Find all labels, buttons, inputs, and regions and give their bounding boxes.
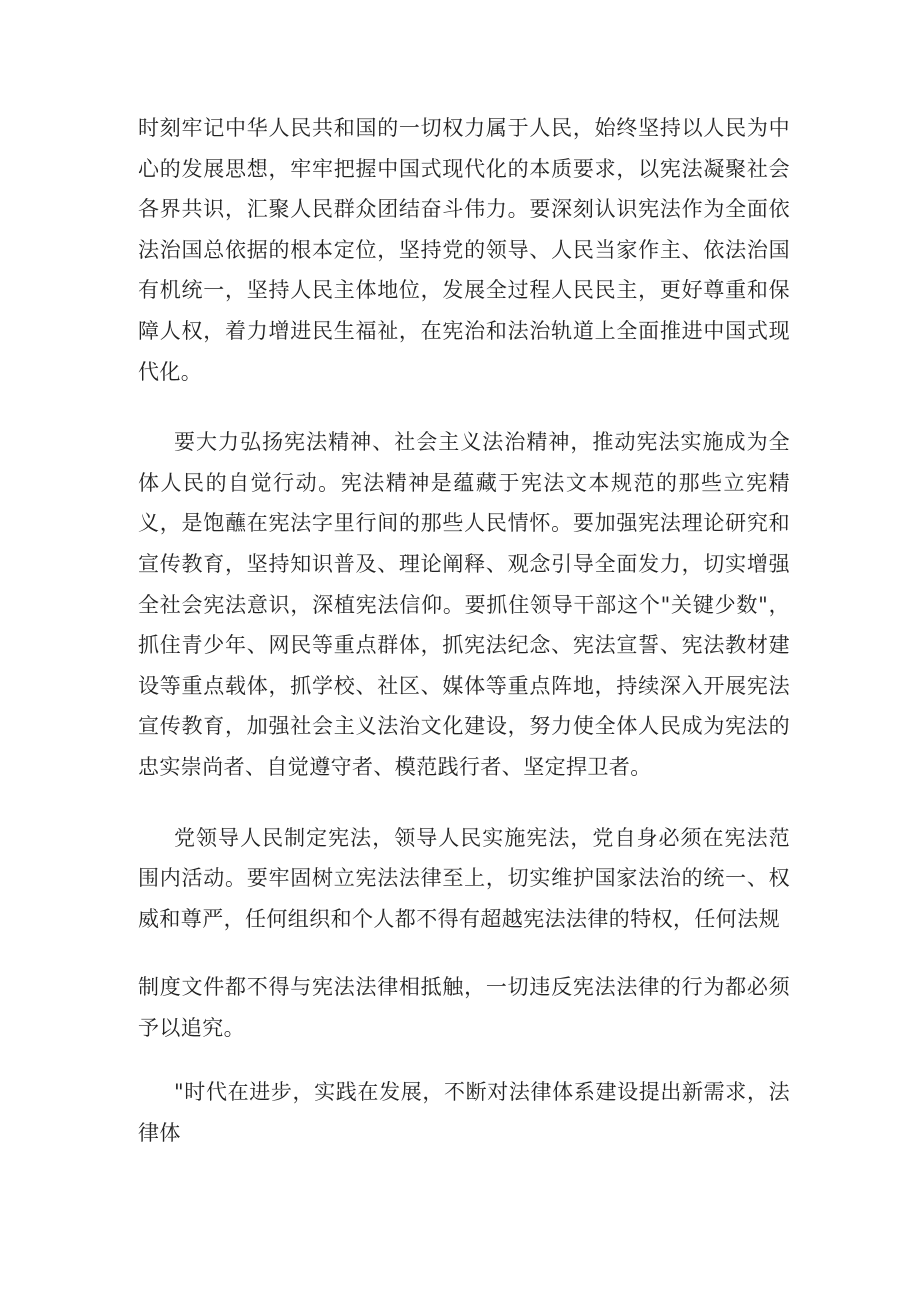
paragraph-3: 党领导人民制定宪法，领导人民实施宪法，党自身必须在宪法范围内活动。要牢固树立宪法法律至上，切实维护国家法治的统一、权威和尊严，任何组织和个人都不得有超越宪法法律的特权，任何法规 [138, 825, 790, 931]
document-page [138, 108, 790, 1154]
paragraph-2: 要大力弘扬宪法精神、社会主义法治精神，推动宪法实施成为全体人民的自觉行动。宪法精神是蕴藏于宪法文本规范的那些立宪精义，是饱蘸在宪法字里行间的那些人民情怀。要加强宪法理论研究和宣传教育，坚持知识普及、理论阐释、观念引导全面发力，切实增强全社会宪法意识，深植宪法信仰。要抓住领导干部这个"关键少数"，抓住青少年、网民等重点群体，抓宪法纪念、宪法宣誓、宪法教材建设等重点载体，抓学校、社区、媒体等重点阵地，持续深入开展宪法宣传教育，加强社会主义法治文化建设，努力使全体人民成为宪法的忠实崇尚者、自觉遵守者、模范践行者、坚定捍卫者。 [138, 430, 790, 779]
paragraph-4: 制度文件都不得与宪法法律相抵触，一切违反宪法法律的行为都必须予以追究。 [138, 975, 790, 1040]
paragraph-1: 时刻牢记中华人民共和国的一切权力属于人民，始终坚持以人民为中心的发展思想，牢牢把握中国式现代化的本质要求，以宪法凝聚社会各界共识，汇聚人民群众团结奋斗伟力。要深刻认识宪法作为全面依法治国总依据的根本定位，坚持党的领导、人民当家作主、依法治国有机统一，坚持人民主体地位，发展全过程人民民主，更好尊重和保障人权，着力增进民生福祉，在宪治和法治轨道上全面推进中国式现代化。 [138, 116, 790, 384]
paragraph-5: "时代在进步，实践在发展，不断对法律体系建设提出新需求，法律体 [138, 1080, 790, 1146]
